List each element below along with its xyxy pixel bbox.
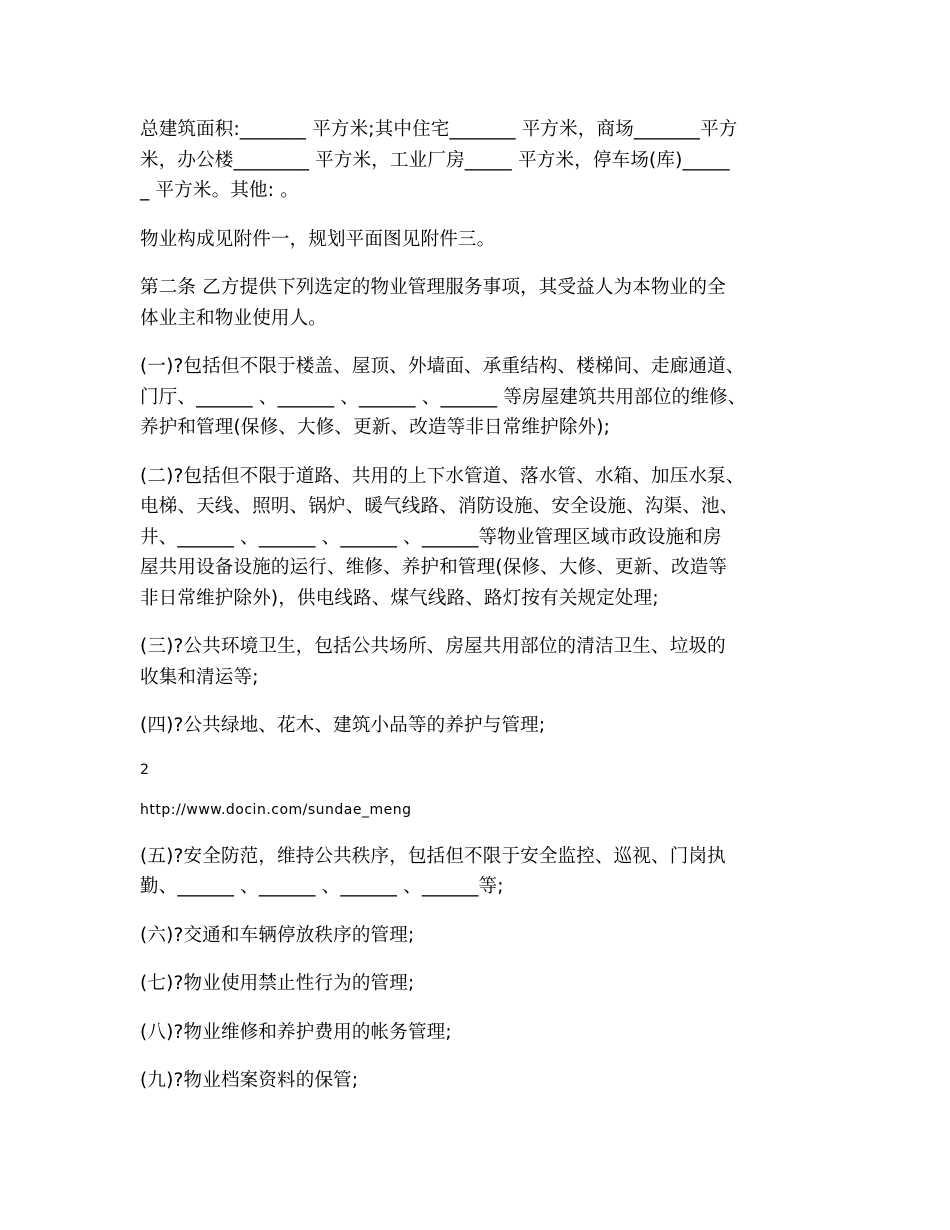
text-line: 物业构成见附件一，规划平面图见附件三。 [140,228,496,250]
document-body-bottom [140,842,820,1097]
page-number: 2 [140,761,150,778]
text-line: (八)?物业维修和养护费用的帐务管理; [140,1021,452,1043]
text-line: 电梯、天线、照明、锅炉、暖气线路、消防设施、安全设施、沟渠、池、 [140,496,739,517]
document-page [140,115,820,1115]
text-line: 门厅、______ 、______ 、______ 、______ 等房屋建筑共用部位的维修、 [140,386,747,408]
text-line: 第二条 乙方提供下列选定的物业管理服务事项，其受益人为本物业的全 [140,277,726,298]
text-line: 米，办公楼________ 平方米，工业厂房_____ 平方米，停车场(库)_____ [140,149,730,171]
text-line: (二)?包括但不限于道路、共用的上下水管道、落水管、水箱、加压水泵、 [140,465,745,487]
paragraph [140,711,820,742]
source-url: http://www.docin.com/sundae_meng [140,801,412,818]
text-line: 勤、______ 、______ 、______ 、______等; [140,876,504,897]
text-line: 非日常维护除外)，供电线路、煤气线路、路灯按有关规定处理; [140,587,659,609]
paragraph [140,969,820,1000]
paragraph [140,462,820,615]
text-line: (三)?公共环境卫生，包括公共场所、房屋共用部位的清洁卫生、垃圾的 [140,636,726,657]
paragraph [140,1018,820,1049]
paragraph [140,225,820,256]
paragraph [140,352,820,444]
text-line: (四)?公共绿地、花木、建筑小品等的养护与管理; [140,715,546,736]
text-line: 井、______ 、______ 、______ 、______等物业管理区域市政设施和房 [140,526,722,548]
text-line: (五)?安全防范，维持公共秩序，包括但不限于安全监控、巡视、门岗执 [140,845,726,867]
text-line: _ 平方米。其他: 。 [140,180,299,201]
text-line: (六)?交通和车辆停放秩序的管理; [140,924,415,946]
text-line: (七)?物业使用禁止性行为的管理; [140,973,415,994]
paragraph [140,842,820,903]
paragraph [140,1066,820,1097]
text-line: (一)?包括但不限于楼盖、屋顶、外墙面、承重结构、楼梯间、走廊通道、 [140,356,745,377]
text-line: 总建筑面积:_______ 平方米;其中住宅_______ 平方米，商场_______平方 [140,119,738,140]
paragraph [140,115,820,207]
document-body-top [140,115,820,742]
text-line: 屋共用设备设施的运行、维修、养护和管理(保修、大修、更新、改造等 [140,557,728,578]
text-line: 养护和管理(保修、大修、更新、改造等非日常维护除外); [140,417,611,438]
paragraph [140,921,820,952]
text-line: 体业主和物业使用人。 [140,307,328,329]
paragraph [140,273,820,334]
text-line: (九)?物业档案资料的保管; [140,1070,359,1091]
text-line: 收集和清运等; [140,666,259,688]
paragraph [140,632,820,693]
